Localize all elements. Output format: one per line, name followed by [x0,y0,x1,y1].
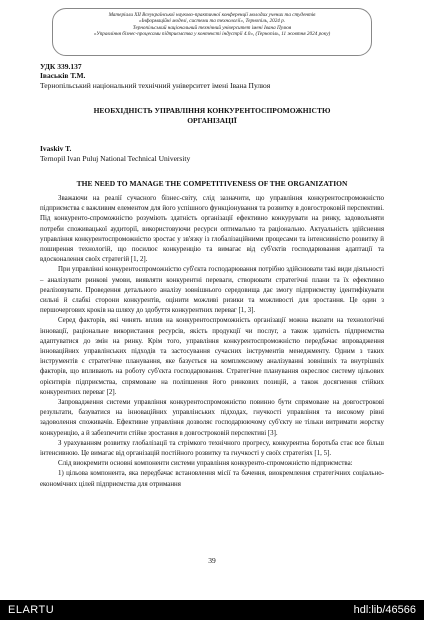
paragraph: Зважаючи на реалії сучасного бізнес-світу, слід зазначити, що управління конкурентоспроможністю підприємства є важливим елементом для його успішного функціонування та розвитку в довгостроковій перспективі. Під конкуренто-спроможністю розуміють здатність організації ефективно конкурувати на ринку, задовольняти потреби споживацької аудиторії, використовуючи ресурси оптимально та раціонально. Актуальність здійснення управління конкурентоспроможністю зростає у зв'язку із глобалізаційними процесами та інтенсивністю розвитку й поширення технологій, що посилює конкуренцію та вимагає від суб'єктів господарювання адаптації та вдосконалення своїх стратегій [1, 2]. [40,195,384,264]
paragraph: При управлінні конкурентоспроможністю суб'єкта господарювання потрібно здійснювати такі види діяльності – аналізувати ринкові умови, виявляти конкурентні переваги, створювати стратегічні плани та їх ефективно реалізовувати. Проведення детального аналізу зовнішнього середовища дає змогу підприємству ідентифікувати сильні й слабкі сторони конкурентів, оцінити можливі ризики та можливості для зростання. Це один з першочергових кроків на шляху до здобуття конкурентних переваг [1, 3]. [40,266,384,315]
affiliation-ua: Тернопільський національний технічний університет імені Івана Пулюя [40,81,271,90]
handle-id: hdl:lib/46566 [353,604,416,616]
paragraph: Серед факторів, які чинять вплив на конкурентоспроможність організації можна вказати на технологічні інновації, раціональне використання ресурсів, якість продукції чи послуг, а також здатність підприємства адаптуватися до змін на ринку. Крім того, управління конкурентоспроможністю передбачає впровадження інноваційних управлінських підходів та застосування сучасних інструментів менеджменту. Одним з таких інструментів є стратегічне планування, яке базується на комплексному аналізуванні зовнішніх та внутрішніх факторів, що впливають на роботу суб'єкта господарювання. Стратегічне планування окреслює систему цільових орієнтирів підприємства, спрямоване на поліпшення його ринкових позицій, а також досягнення стійких конкурентних переваг [2]. [40,317,384,396]
header-line: Матеріали XII Всеукраїнської науково-практичної конференції молодих учених та студентів [108,12,316,18]
paragraph: Слід виокремити основні компоненти системи управління конкуренто-спроможністю підприємства: [58,460,353,468]
article-body [40,194,384,490]
title-ua-line: ОРГАНІЗАЦІЇ [187,115,237,125]
header-line: «Інформаційні моделі, системи та технології», Тернопіль, 2024 р. [138,18,286,25]
repository-label: ELARTU [8,604,55,616]
title-ua [40,106,384,125]
title-ua-line: НЕОБХІДНІСТЬ УПРАВЛІННЯ КОНКУРЕНТОСПРОМОЖНІСТЮ [93,106,331,115]
conference-header [52,8,372,56]
title-en: THE NEED TO MANAGE THE COMPETITIVENESS OF THE ORGANIZATION [76,179,348,188]
affiliation-en: Ternopil Ivan Puluj National Technical University [40,154,191,163]
page-number: 39 [208,556,216,565]
udc-code: УДК 339.137 [40,62,82,71]
header-line: «Управління бізнес-процесами підприємства у контексті індустрії 4.0», (Тернопіль, 11 жовтня 2024 року) [93,30,331,37]
paragraph: 1) цільова компонента, яка передбачає встановлення місії та бачення, виокремлення стратегічних соціально-економічних цілей підприємства для отримання [40,470,384,488]
header-line: Тернопільський національний технічний університет імені Івана Пулюя [132,24,292,31]
paragraph: З урахуванням розвитку глобалізації та стрімкого технічного прогресу, конкурентна боротьба стає все більш інтенсивною. Це вимагає від організацій постійного розвитку та гнучкості у своїх стратегіях [1, 5]. [40,439,384,458]
author-en: Ivaskiv T. [40,144,72,153]
paragraph: Запровадження системи управління конкурентоспроможністю повинно бути спрямоване на довгострокові результати, базуватися на інноваційних управлінських підходах, гнучкості управління та високому рівні задоволення споживачів. Ефективне управління дозволяє господарюючому суб'єкту не тільки витримати жорстку конкуренцію, а й забезпечити стійке зростання в довгостроковій перспективі [3]. [40,399,384,437]
author-ua: Іваськів Т.М. [40,71,86,80]
